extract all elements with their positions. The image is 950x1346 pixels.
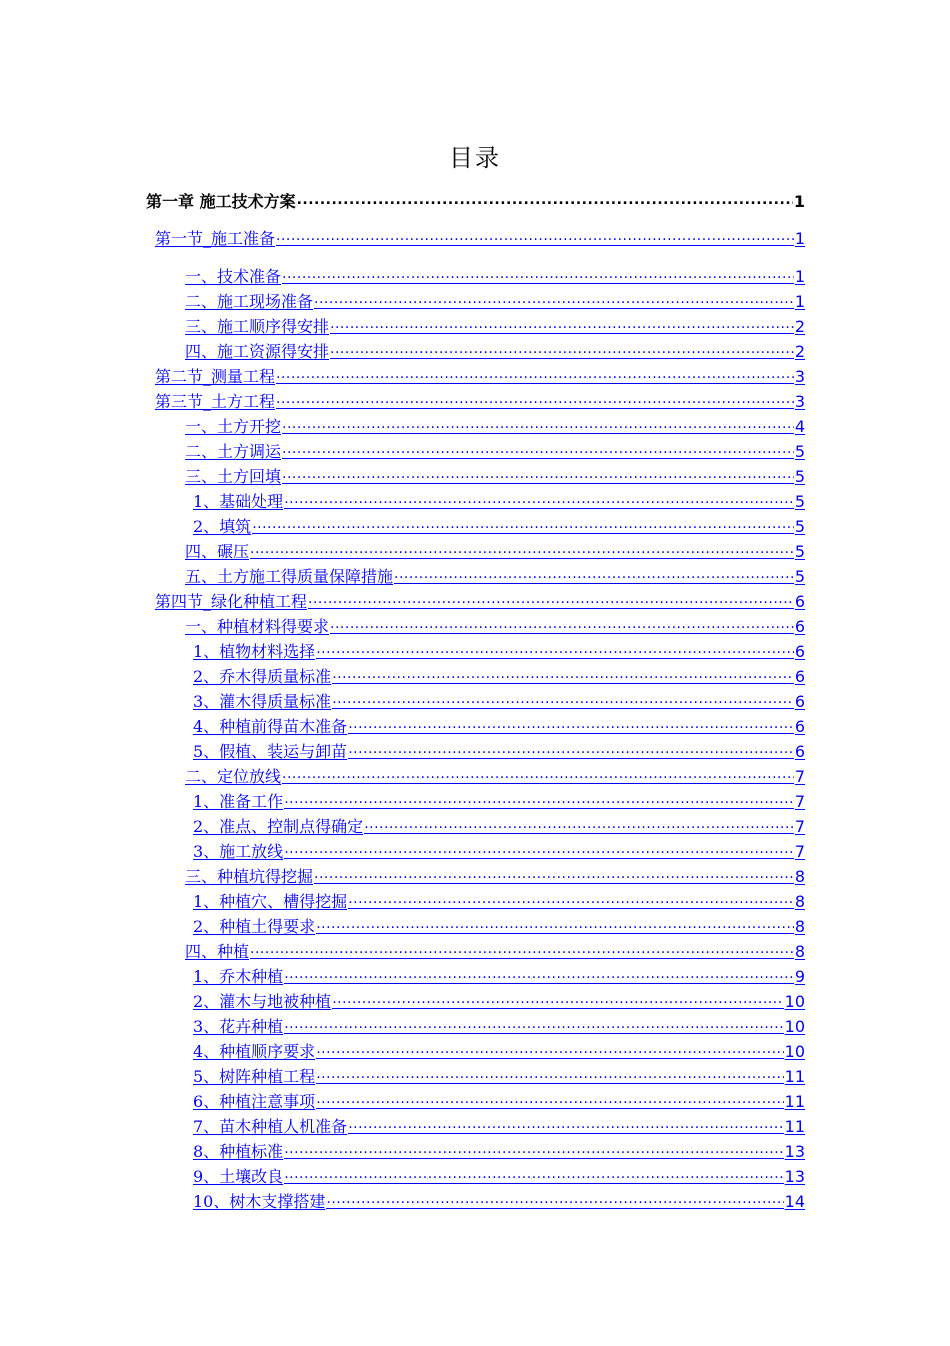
- toc-label: 二、土方调运: [185, 442, 282, 461]
- toc-page: 5: [794, 542, 805, 561]
- toc-page: 7: [794, 842, 805, 861]
- toc-entry[interactable]: [185, 542, 805, 562]
- toc-label: 2、乔木得质量标准: [193, 667, 332, 686]
- dot-leader: [330, 342, 794, 359]
- dot-leader: [284, 492, 794, 509]
- dot-leader: [316, 1067, 783, 1084]
- toc-page: 3: [794, 367, 805, 386]
- dot-leader: [276, 229, 794, 246]
- toc-entry[interactable]: [185, 317, 805, 337]
- toc-entry[interactable]: [155, 229, 805, 249]
- dot-leader: [252, 517, 794, 534]
- toc-page: 8: [794, 892, 805, 911]
- toc-page: 13: [784, 1142, 805, 1161]
- toc-page: 7: [794, 817, 805, 836]
- toc-entry[interactable]: [193, 1117, 805, 1137]
- toc-entry[interactable]: [193, 1042, 805, 1062]
- toc-label: 第四节_绿化种植工程: [155, 592, 308, 611]
- dot-leader: [282, 442, 794, 459]
- dot-leader: [316, 917, 794, 934]
- dot-leader: [284, 842, 794, 859]
- dot-leader: [348, 742, 794, 759]
- dot-leader: [314, 292, 794, 309]
- toc-label: 第二节_测量工程: [155, 367, 276, 386]
- dot-leader: [394, 567, 794, 584]
- toc-page: 11: [784, 1067, 805, 1086]
- toc-label: 2、准点、控制点得确定: [193, 817, 364, 836]
- toc-label: 1、基础处理: [193, 492, 284, 511]
- toc-page: 11: [784, 1117, 805, 1136]
- dot-leader: [316, 1042, 783, 1059]
- toc-title: 目录: [449, 144, 501, 172]
- toc-label: 1、种植穴、槽得挖掘: [193, 892, 348, 911]
- toc-page: 7: [794, 792, 805, 811]
- toc-page: 8: [794, 917, 805, 936]
- dot-leader: [364, 817, 794, 834]
- toc-entry[interactable]: [193, 1067, 805, 1087]
- toc-label: 2、填筑: [193, 517, 252, 536]
- toc-label: 8、种植标准: [193, 1142, 284, 1161]
- toc-label: 4、种植顺序要求: [193, 1042, 316, 1061]
- dot-leader: [348, 892, 794, 909]
- toc-page: 14: [784, 1192, 805, 1211]
- toc-entry[interactable]: [185, 767, 805, 787]
- toc-page: 13: [784, 1167, 805, 1186]
- toc-entry[interactable]: [185, 442, 805, 462]
- dot-leader: [332, 992, 783, 1009]
- toc-label: 第一节_施工准备: [155, 229, 276, 248]
- toc-entry[interactable]: [185, 867, 805, 887]
- toc-entry[interactable]: [193, 1017, 805, 1037]
- toc-page: 5: [794, 492, 805, 511]
- dot-leader: [314, 867, 794, 884]
- dot-leader: [330, 617, 794, 634]
- dot-leader: [276, 367, 794, 384]
- toc-label: 一、技术准备: [185, 267, 282, 286]
- toc-entry-chapter-1[interactable]: [146, 192, 805, 212]
- toc-label: 第三节_土方工程: [155, 392, 276, 411]
- toc-page: 8: [794, 867, 805, 886]
- toc-label: 3、花卉种植: [193, 1017, 284, 1036]
- dot-leader: [282, 417, 794, 434]
- toc-page: 10: [784, 1042, 805, 1061]
- toc-label: 1、乔木种植: [193, 967, 284, 986]
- toc-label: 1、植物材料选择: [193, 642, 316, 661]
- toc-page: 1: [793, 192, 805, 211]
- dot-leader: [282, 467, 794, 484]
- toc-entry[interactable]: [193, 642, 805, 662]
- toc-page: 1: [794, 267, 805, 286]
- toc-page: 6: [794, 592, 805, 611]
- toc-page: 1: [794, 229, 805, 248]
- dot-leader: [282, 767, 794, 784]
- toc-label: 三、施工顺序得安排: [185, 317, 330, 336]
- toc-entry[interactable]: [193, 667, 805, 687]
- toc-page: 5: [794, 467, 805, 486]
- toc-label: 10、树木支撑搭建: [193, 1192, 326, 1211]
- dot-leader: [284, 792, 794, 809]
- toc-label: 5、假植、装运与卸苗: [193, 742, 348, 761]
- toc-entry[interactable]: [193, 792, 805, 812]
- toc-entry[interactable]: [185, 567, 805, 587]
- toc-page: 3: [794, 392, 805, 411]
- toc-page: 10: [784, 1017, 805, 1036]
- dot-leader: [332, 692, 794, 709]
- toc-page: 5: [794, 567, 805, 586]
- toc-page: 9: [794, 967, 805, 986]
- toc-entry[interactable]: [185, 417, 805, 437]
- toc-page: 2: [794, 342, 805, 361]
- toc-label: 五、土方施工得质量保障措施: [185, 567, 394, 586]
- toc-entry[interactable]: [155, 592, 805, 612]
- dot-leader: [316, 642, 794, 659]
- dot-leader: [332, 667, 794, 684]
- dot-leader: [282, 267, 794, 284]
- toc-entry[interactable]: [193, 742, 805, 762]
- toc-page: 6: [794, 692, 805, 711]
- toc-entry[interactable]: [185, 342, 805, 362]
- toc-entry[interactable]: [193, 817, 805, 837]
- toc-label: 一、土方开挖: [185, 417, 282, 436]
- toc-page: 7: [794, 767, 805, 786]
- toc-label: 三、种植坑得挖掘: [185, 867, 314, 886]
- toc-page: 6: [794, 617, 805, 636]
- toc-entry[interactable]: [155, 392, 805, 412]
- toc-entry[interactable]: [193, 692, 805, 712]
- toc-entry[interactable]: [185, 467, 805, 487]
- dot-leader: [250, 542, 794, 559]
- toc-page: 6: [794, 642, 805, 661]
- dot-leader: [326, 1192, 783, 1209]
- toc-page: 11: [784, 1092, 805, 1111]
- toc-label: 7、苗木种植人机准备: [193, 1117, 348, 1136]
- dot-leader: [348, 717, 794, 734]
- dot-leader: [284, 1167, 783, 1184]
- toc-entry[interactable]: [193, 717, 805, 737]
- toc-label: 二、定位放线: [185, 767, 282, 786]
- dot-leader: [348, 1117, 783, 1134]
- toc-label: 1、准备工作: [193, 792, 284, 811]
- dot-leader: [297, 193, 793, 209]
- toc-page: 1: [794, 292, 805, 311]
- toc-label: 四、种植: [185, 942, 250, 961]
- toc-page: 6: [794, 717, 805, 736]
- dot-leader: [316, 1092, 783, 1109]
- toc-page: 2: [794, 317, 805, 336]
- toc-page: 8: [794, 942, 805, 961]
- toc-entry[interactable]: [185, 267, 805, 287]
- toc-page: 6: [794, 742, 805, 761]
- toc-entry[interactable]: [185, 617, 805, 637]
- toc-label: 2、种植土得要求: [193, 917, 316, 936]
- toc-entry[interactable]: [193, 992, 805, 1012]
- toc-label: 四、碾压: [185, 542, 250, 561]
- toc-entry[interactable]: [193, 967, 805, 987]
- toc-label: 6、种植注意事项: [193, 1092, 316, 1111]
- toc-entry[interactable]: [193, 1192, 805, 1212]
- toc-entry[interactable]: [155, 367, 805, 387]
- toc-label: 3、灌木得质量标准: [193, 692, 332, 711]
- toc-label: 三、土方回填: [185, 467, 282, 486]
- dot-leader: [276, 392, 794, 409]
- toc-label: 5、树阵种植工程: [193, 1067, 316, 1086]
- dot-leader: [250, 942, 794, 959]
- toc-entry[interactable]: [185, 942, 805, 962]
- dot-leader: [284, 1017, 783, 1034]
- toc-label: 二、施工现场准备: [185, 292, 314, 311]
- toc-label: 9、土壤改良: [193, 1167, 284, 1186]
- toc-entry[interactable]: [193, 892, 805, 912]
- toc-label: 一、种植材料得要求: [185, 617, 330, 636]
- toc-entry[interactable]: [193, 517, 805, 537]
- toc-entry[interactable]: [193, 1092, 805, 1112]
- toc-label: 2、灌木与地被种植: [193, 992, 332, 1011]
- toc-page: 5: [794, 442, 805, 461]
- toc-page: 5: [794, 517, 805, 536]
- toc-entry[interactable]: [193, 492, 805, 512]
- toc-label: 第一章 施工技术方案: [146, 192, 296, 211]
- toc-page: 10: [784, 992, 805, 1011]
- toc-entry[interactable]: [193, 917, 805, 937]
- toc-label: 四、施工资源得安排: [185, 342, 330, 361]
- toc-entry[interactable]: [193, 1167, 805, 1187]
- dot-leader: [330, 317, 794, 334]
- toc-page: 6: [794, 667, 805, 686]
- toc-label: 3、施工放线: [193, 842, 284, 861]
- toc-entry[interactable]: [185, 292, 805, 312]
- dot-leader: [284, 1142, 783, 1159]
- toc-entry[interactable]: [193, 1142, 805, 1162]
- toc-entry[interactable]: [193, 842, 805, 862]
- toc-page: 4: [794, 417, 805, 436]
- toc-label: 4、种植前得苗木准备: [193, 717, 348, 736]
- dot-leader: [308, 592, 794, 609]
- dot-leader: [284, 967, 794, 984]
